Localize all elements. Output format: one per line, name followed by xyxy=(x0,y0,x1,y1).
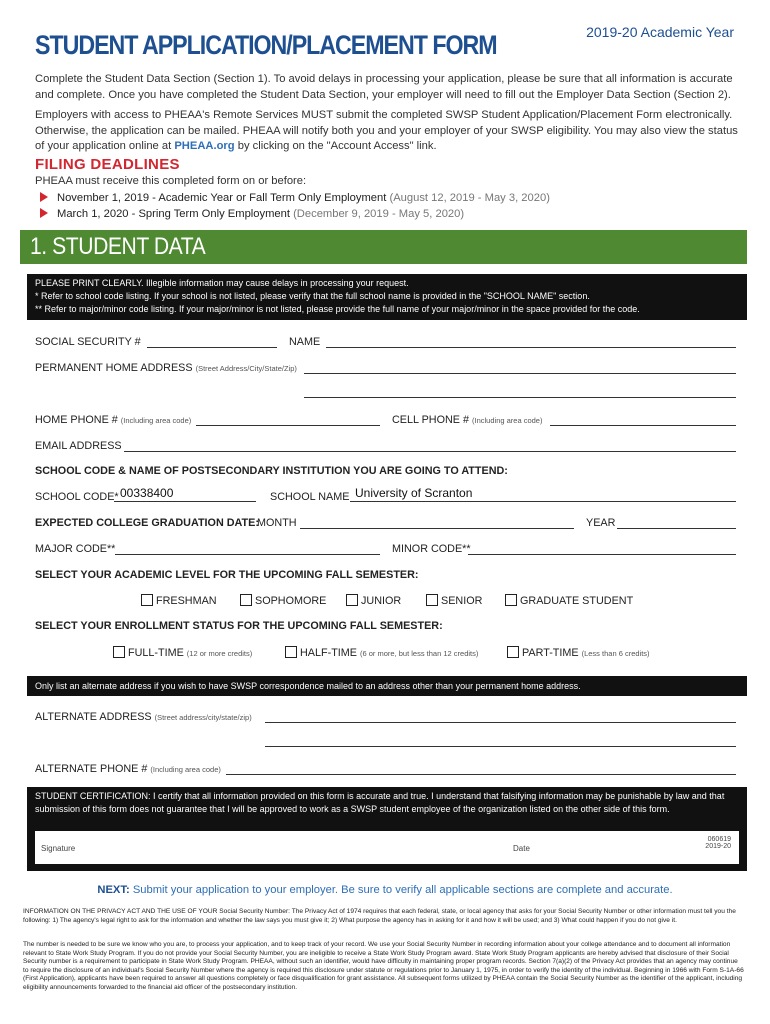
school-code-label: SCHOOL CODE* xyxy=(35,491,119,503)
form-code xyxy=(705,836,731,850)
part-time-option[interactable] xyxy=(507,646,650,659)
junior-checkbox[interactable] xyxy=(346,594,358,606)
alternate-phone-hint: (Including area code) xyxy=(150,765,221,774)
instructions-bar xyxy=(27,274,747,320)
alternate-phone-field[interactable] xyxy=(226,774,736,775)
cell-phone-label-text: CELL PHONE # xyxy=(392,414,470,426)
academic-level-heading: SELECT YOUR ACADEMIC LEVEL FOR THE UPCOMING FALL SEMESTER: xyxy=(35,569,419,581)
school-name-value[interactable]: University of Scranton xyxy=(355,486,473,500)
school-code-value[interactable]: 00338400 xyxy=(120,486,174,500)
school-heading: SCHOOL CODE & NAME OF POSTSECONDARY INSTITUTION YOU ARE GOING TO ATTEND: xyxy=(35,465,508,477)
sophomore-option[interactable] xyxy=(240,594,326,607)
option-hint: (6 or more, but less than 12 credits) xyxy=(359,649,479,658)
next-instruction xyxy=(0,884,770,896)
instruction-line: PLEASE PRINT CLEARLY. Illegible information may cause delays in processing your request. xyxy=(35,278,409,288)
address-field-line-1[interactable] xyxy=(304,373,736,374)
major-label: MAJOR CODE** xyxy=(35,543,116,555)
triangle-bullet-icon xyxy=(40,192,48,202)
full-time-checkbox[interactable] xyxy=(113,646,125,658)
alternate-address-label xyxy=(35,711,252,723)
address-field-line-2[interactable] xyxy=(304,397,736,398)
alternate-address-field-line-1[interactable] xyxy=(265,722,736,723)
triangle-bullet-icon xyxy=(40,208,48,218)
school-name-field[interactable] xyxy=(350,501,736,502)
name-label: NAME xyxy=(289,336,321,348)
alternate-address-bar: Only list an alternate address if you wish to have SWSP correspondence mailed to an address other than your permanent home address. xyxy=(27,676,747,696)
option-label: SOPHOMORE xyxy=(255,595,327,607)
home-phone-field[interactable] xyxy=(196,425,380,426)
intro-text: Employers with access to PHEAA's Remote Services MUST submit the completed SWSP Student Application/Placement Form electronically. Otherwise, the application can be mailed. PHEAA will notify both you and your employer of your SWSP eligibility. You may also view the status of your application online at xyxy=(35,109,738,152)
home-phone-label xyxy=(35,414,191,426)
option-label: FULL-TIME xyxy=(128,647,184,659)
option-label: HALF-TIME xyxy=(300,647,357,659)
graduate-option[interactable] xyxy=(505,594,633,607)
section-1-title: 1. STUDENT DATA xyxy=(30,233,206,260)
intro-paragraph-1: Complete the Student Data Section (Section 1). To avoid delays in processing your application, please be sure that all information is accurate and complete. Once you have completed the Student Data Section, your employer will need to fill out the Employer Data Section (Section 2). xyxy=(35,73,733,101)
option-label: FRESHMAN xyxy=(156,595,217,607)
email-field[interactable] xyxy=(124,451,736,452)
certification-box xyxy=(27,787,747,871)
date-label: Date xyxy=(513,844,530,853)
next-text: Submit your application to your employer. Be sure to verify all applicable sections are complete and accurate. xyxy=(129,884,673,896)
deadline-main: March 1, 2020 - Spring Term Only Employment xyxy=(57,208,290,220)
deadline-range: (December 9, 2019 - May 5, 2020) xyxy=(289,208,465,220)
school-name-label: SCHOOL NAME xyxy=(270,491,350,503)
privacy-paragraph-2: The number is needed to be sure we know who you are, to process your application, and to keep track of your record. We use your Social Security Number in recording information about your college attendance and to document all information relevant to State Work Study Program. If you do not provide your Social Security Number, you are ineligible to receive a State Work Study Program award. State Work Study Program applicants are hereby advised that disclosure of their Social Security number is a requirement to participate in State Work Study Program. PHEAA, without such an identifier, would have difficulty in maintaining proper program records. Section 7(a)(2) of the Privacy Act provides that an agency may continue to require the disclosure of an individual's Social Security Number where the agency is required this disclosure under statute or regulations prior to January 1, 1975, in order to verify the identity of the individual. Beginning in 1966 with Form S-1A-66 (First Application), applicants have been required to answer all questions completely or face disqualification for grant assistance. All subsequent forms utilized by PHEAA contain the Social Security Number as the identifier of the applicant, including eligibility announcements forwarded to the financial aid officer of the postsecondary institution. xyxy=(23,941,744,991)
minor-label: MINOR CODE** xyxy=(392,543,471,555)
cell-phone-label xyxy=(392,414,542,426)
cell-phone-field[interactable] xyxy=(550,425,736,426)
instruction-line: ** Refer to major/minor code listing. If your major/minor is not listed, please provide the full name of your major/minor in the space provided for the code. xyxy=(35,304,640,314)
deadline-main: November 1, 2019 - Academic Year or Fall Term Only Employment xyxy=(57,192,387,204)
privacy-paragraph-1: INFORMATION ON THE PRIVACY ACT AND THE USE OF YOUR Social Security Number: The Privacy Act of 1974 requires that each federal, state, or local agency that asks for your Social Security Number or other information must tell you the following: 1) The agency's legal right to ask for the information and whether the law says you must give it; 2) What purpose the agency has in asking for it and how it will be used; and 3) What could happen if you do not give it. xyxy=(23,908,736,924)
address-hint: (Street Address/City/State/Zip) xyxy=(195,364,297,373)
signature-label: Signature xyxy=(41,844,76,853)
ssn-field[interactable] xyxy=(147,347,277,348)
alternate-phone-label-text: ALTERNATE PHONE # xyxy=(35,763,148,775)
alternate-address-label-text: ALTERNATE ADDRESS xyxy=(35,711,152,723)
pheaa-link[interactable]: PHEAA.org xyxy=(174,140,235,152)
year-field[interactable] xyxy=(617,528,736,529)
intro-text-end: by clicking on the "Account Access" link. xyxy=(234,140,437,152)
home-phone-hint: (Including area code) xyxy=(120,416,192,425)
certification-text: STUDENT CERTIFICATION: I certify that all information provided on this form is accurate and true. I understand that falsifying information may be punishable by law and that submission of this form does not guarantee that I will be approved to work as a SWSP student employee of the organization listed on the other side of this form. xyxy=(35,791,725,814)
email-label: EMAIL ADDRESS xyxy=(35,440,122,452)
school-code-field[interactable] xyxy=(114,501,256,502)
half-time-checkbox[interactable] xyxy=(285,646,297,658)
option-label: PART-TIME xyxy=(522,647,579,659)
address-label-text: PERMANENT HOME ADDRESS xyxy=(35,362,193,374)
grad-date-label: EXPECTED COLLEGE GRADUATION DATE: xyxy=(35,517,259,529)
option-label: JUNIOR xyxy=(361,595,402,607)
signature-box[interactable] xyxy=(35,831,739,864)
option-hint: (Less than 6 credits) xyxy=(581,649,650,658)
option-label: SENIOR xyxy=(441,595,483,607)
form-code-year: 2019-20 xyxy=(705,843,731,850)
year-label: YEAR xyxy=(586,517,616,529)
next-label: NEXT: xyxy=(97,884,130,896)
form-title: STUDENT APPLICATION/PLACEMENT FORM xyxy=(35,30,497,60)
instruction-line: * Refer to school code listing. If your school is not listed, please verify that the full school name is provided in the "SCHOOL NAME" section. xyxy=(35,291,590,301)
option-hint: (12 or more credits) xyxy=(186,649,253,658)
half-time-option[interactable] xyxy=(285,646,478,659)
deadline-range: (August 12, 2019 - May 3, 2020) xyxy=(386,192,550,204)
name-field[interactable] xyxy=(326,347,736,348)
alternate-phone-label xyxy=(35,763,221,775)
cell-phone-hint: (Including area code) xyxy=(472,416,543,425)
junior-option[interactable] xyxy=(346,594,401,607)
option-label: GRADUATE STUDENT xyxy=(520,595,634,607)
graduate-checkbox[interactable] xyxy=(505,594,517,606)
sophomore-checkbox[interactable] xyxy=(240,594,252,606)
senior-checkbox[interactable] xyxy=(426,594,438,606)
month-field[interactable] xyxy=(300,528,574,529)
section-1-header xyxy=(20,230,747,264)
deadline-item xyxy=(40,208,464,220)
intro-paragraph-2 xyxy=(35,108,740,155)
deadline-item xyxy=(40,192,550,204)
alternate-address-field-line-2[interactable] xyxy=(265,746,736,747)
academic-year: 2019-20 Academic Year xyxy=(586,24,734,40)
form-code-number: 060619 xyxy=(707,836,731,843)
freshman-checkbox[interactable] xyxy=(141,594,153,606)
full-time-option[interactable] xyxy=(113,646,252,659)
minor-field[interactable] xyxy=(468,554,736,555)
home-phone-label-text: HOME PHONE # xyxy=(35,414,118,426)
address-label xyxy=(35,362,297,374)
enrollment-heading: SELECT YOUR ENROLLMENT STATUS FOR THE UPCOMING FALL SEMESTER: xyxy=(35,620,443,632)
filing-deadlines-subtitle: PHEAA must receive this completed form on or before: xyxy=(35,175,307,187)
month-label: MONTH xyxy=(257,517,297,529)
filing-deadlines-title: FILING DEADLINES xyxy=(35,156,180,173)
part-time-checkbox[interactable] xyxy=(507,646,519,658)
major-field[interactable] xyxy=(115,554,380,555)
ssn-label: SOCIAL SECURITY # xyxy=(35,336,141,348)
alternate-address-hint: (Street address/city/state/zip) xyxy=(154,713,252,722)
senior-option[interactable] xyxy=(426,594,482,607)
freshman-option[interactable] xyxy=(141,594,217,607)
